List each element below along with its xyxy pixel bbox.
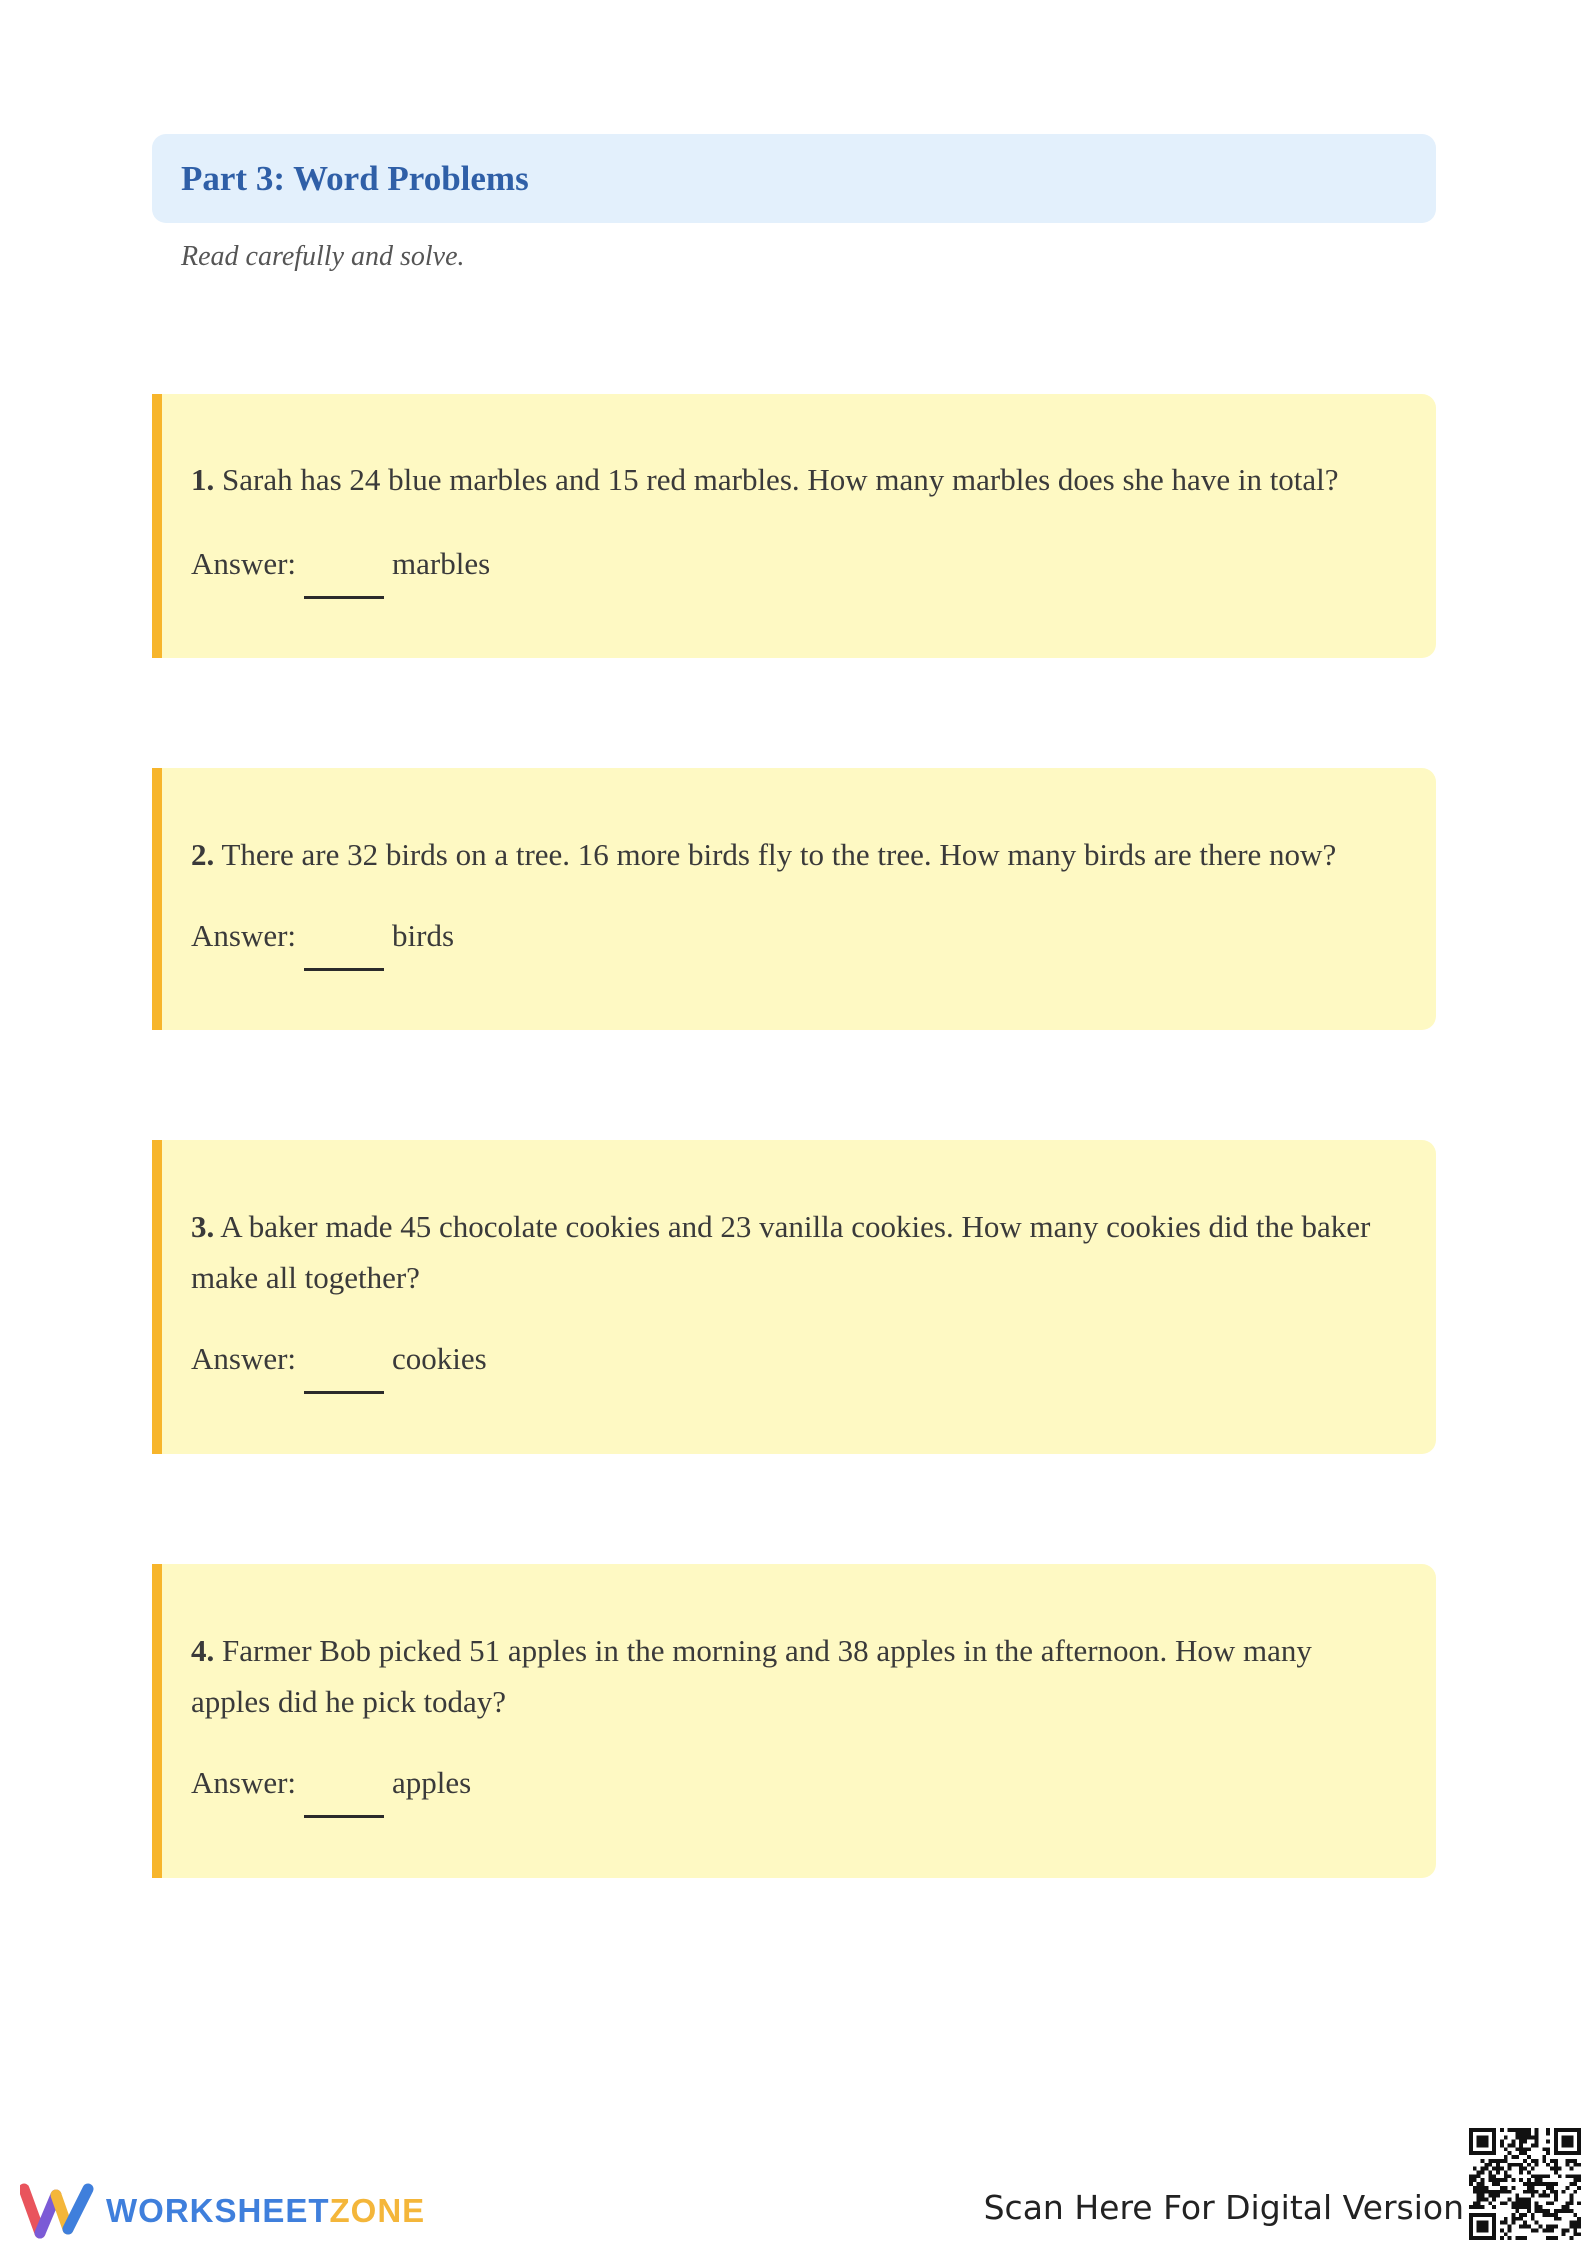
- worksheetzone-logo-text: [106, 2192, 425, 2230]
- answer-unit: birds: [392, 918, 455, 953]
- answer-unit: marbles: [392, 546, 491, 581]
- answer-unit: cookies: [392, 1341, 487, 1376]
- answer-row: [191, 544, 490, 599]
- problem-card-3: [152, 1140, 1436, 1454]
- problem-number: 4.: [191, 1633, 215, 1668]
- answer-unit: apples: [392, 1765, 472, 1800]
- brand-part-1: WORKSHEET: [106, 2192, 330, 2229]
- brand-part-2: ZONE: [329, 2192, 426, 2229]
- answer-label: Answer:: [191, 546, 297, 581]
- section-header: [152, 134, 1436, 223]
- answer-blank[interactable]: [304, 544, 384, 599]
- answer-blank[interactable]: [304, 1763, 384, 1818]
- instructions-text: Read carefully and solve.: [181, 241, 465, 272]
- answer-row: [191, 916, 454, 971]
- answer-label: Answer:: [191, 918, 297, 953]
- answer-blank[interactable]: [304, 916, 384, 971]
- answer-label: Answer:: [191, 1341, 297, 1376]
- problem-question: There are 32 birds on a tree. 16 more birds fly to the tree. How many birds are there now?: [221, 837, 1337, 872]
- problem-number: 3.: [191, 1209, 215, 1244]
- answer-label: Answer:: [191, 1765, 297, 1800]
- problem-card-2: [152, 768, 1436, 1030]
- problem-text: [191, 1201, 1386, 1303]
- answer-row: [191, 1763, 471, 1818]
- worksheetzone-logo-icon: [20, 2183, 94, 2239]
- problem-text: [191, 1625, 1386, 1727]
- answer-row: [191, 1339, 487, 1394]
- problem-text: [191, 829, 1386, 880]
- problem-question: A baker made 45 chocolate cookies and 23 vanilla cookies. How many cookies did the baker make all together?: [191, 1209, 1371, 1295]
- problem-number: 2.: [191, 837, 215, 872]
- problem-card-1: [152, 394, 1436, 658]
- problem-question: Farmer Bob picked 51 apples in the morning and 38 apples in the afternoon. How many apples did he pick today?: [191, 1633, 1312, 1719]
- problem-question: Sarah has 24 blue marbles and 15 red marbles. How many marbles does she have in total?: [222, 462, 1339, 497]
- qr-code-icon[interactable]: [1469, 2128, 1581, 2240]
- problem-card-4: [152, 1564, 1436, 1878]
- section-title: Part 3: Word Problems: [181, 158, 529, 198]
- scan-instructions: Scan Here For Digital Version: [983, 2188, 1464, 2227]
- worksheetzone-logo[interactable]: [20, 2183, 425, 2239]
- problem-text: [191, 454, 1386, 505]
- answer-blank[interactable]: [304, 1339, 384, 1394]
- problem-number: 1.: [191, 462, 215, 497]
